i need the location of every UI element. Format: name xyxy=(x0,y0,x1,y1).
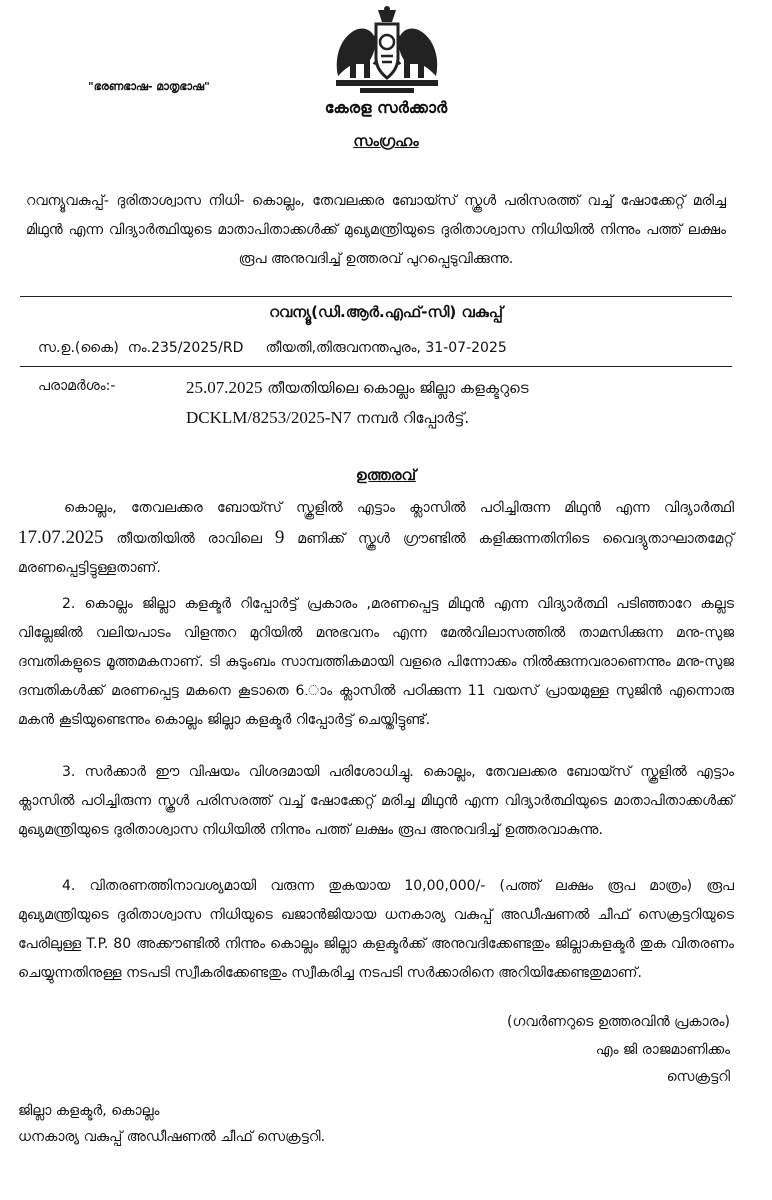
kerala-emblem xyxy=(330,6,444,96)
paragraph1-date: 17.07.2025 xyxy=(18,527,104,548)
paragraph1-hour: 9 xyxy=(274,527,285,548)
paragraph1-part3: മണിക്ക് സ്കൂൾ ഗ്രൗണ്ടിൽ കളിക്കുന്നതിനിടെ വൈദ്യുതാഘാതമേറ്റ് മരണപ്പെട്ടിട്ടുള്ളതാണ്. xyxy=(18,531,734,576)
order-paragraph-2: 2. കൊല്ലം ജില്ലാ കളക്ടർ റിപ്പോർട്ട് പ്രകാരം ,മരണപ്പെട്ട മിഥുൻ എന്ന വിദ്യാർത്ഥി പടിഞ്ഞാറേ കല്ലട വില്ലേജിൽ വലിയപാടം വിളന്തറ മുറിയിൽ മനുഭവനം എന്ന മേൽവിലാസത്തിൽ താമസിക്കുന്ന മനു-സുജ ദമ്പതികളുടെ മൂത്തമകനാണ്. ടി കുടുംബം സാമ്പത്തികമായി വളരെ പിന്നോക്കം നിൽക്കുന്നവരാണെന്നും മനു-സുജ ദമ്പതികൾക്ക് മരണപ്പെട്ട മകനെ കൂടാതെ 6.ാം ക്ലാസിൽ പഠിക്കുന്ന 11 വയസ് പ്രായമുള്ള സുജിൻ എന്നൊരു മകൻ കൂടിയുണ്ടെന്നും കൊല്ലം ജില്ലാ കളക്ടർ റിപ്പോർട്ട് ചെയ്തിട്ടുണ്ട്. xyxy=(18,596,734,728)
department-title: റവന്യൂ(ഡി.ആർ.എഫ്-സി) വകുപ്പ് xyxy=(269,303,503,321)
reference-label: പരാമർശം:- xyxy=(38,378,116,394)
reference-report-number: DCKLM/8253/2025-N7 xyxy=(186,408,352,427)
order-heading: ഉത്തരവ് xyxy=(355,466,417,484)
copy-to-collector: ജില്ലാ കളക്ടർ, കൊല്ലം xyxy=(18,1103,160,1119)
reference-date: 25.07.2025 xyxy=(186,378,263,397)
paragraph1-part1: കൊല്ലം, തേവലക്കര ബോയ്സ് സ്കൂളിൽ എട്ടാം ക്ലാസിൽ പഠിച്ചിരുന്ന മിഥുൻ എന്ന വിദ്യാർത്ഥി xyxy=(64,500,734,516)
reference-text-part2: നമ്പർ റിപ്പോർട്ട്. xyxy=(351,409,470,427)
reference-text xyxy=(186,373,734,433)
order-paragraph-1 xyxy=(18,494,734,583)
signatory-name: എം ജി രാജമാണിക്കം xyxy=(595,1042,730,1058)
abstract-title: സംഗ്രഹം xyxy=(353,132,419,150)
government-title: കേരള സർക്കാർ xyxy=(324,98,448,117)
signatory-designation: സെക്രട്ടറി xyxy=(666,1069,730,1085)
order-paragraph-4: 4. വിതരണത്തിനാവശ്യമായി വരുന്ന തുകയായ 10,00,000/- (പത്ത് ലക്ഷം രൂപ മാത്രം) രൂപ മുഖ്യമന്ത്രിയുടെ ദുരിതാശ്വാസ നിധിയുടെ ഖജാൻജിയായ ധനകാര്യ വകുപ്പ് അഡീഷണൽ ചീഫ് സെക്രട്ടറിയുടെ പേരിലുള്ള T.P. 80 അക്കൗണ്ടിൽ നിന്നും കൊല്ലം ജില്ലാ കളക്ടർക്ക് അനുവദിക്കേണ്ടതും ജില്ലാകളക്ടർ തുക വിതരണം ചെയ്യുന്നതിനുള്ള നടപടി സ്വീകരിക്കേണ്ടതും സ്വീകരിച്ച നടപടി സർക്കാരിനെ അറിയിക്കേണ്ടതുമാണ്. xyxy=(18,878,734,981)
reference-text-part1: തീയതിയിലെ കൊല്ലം ജില്ലാ കളക്ടറുടെ xyxy=(262,379,529,397)
copy-to-finance: ധനകാര്യ വകുപ്പ് അഡീഷണൽ ചീഫ് സെക്രട്ടറി. xyxy=(18,1129,326,1145)
paragraph1-part2: തീയതിയിൽ രാവിലെ xyxy=(103,531,275,547)
subject-paragraph: റവന്യൂവകുപ്പ്- ദുരിതാശ്വാസ നിധി- കൊല്ലം, തേവലക്കര ബോയ്സ് സ്കൂൾ പരിസരത്ത് വച്ച് ഷോക്കേറ്റ് മരിച്ച മിഥുൻ എന്ന വിദ്യാർത്ഥിയുടെ മാതാപിതാക്കൾക്ക് മുഖ്യമന്ത്രിയുടെ ദുരിതാശ്വാസ നിധിയിൽ നിന്നും പത്ത് ലക്ഷം രൂപ അനുവദിച്ച് ഉത്തരവ് പുറപ്പെടുവിക്കുന്നു. xyxy=(26,193,726,267)
divider-top xyxy=(20,296,732,297)
motto: "ഭരണഭാഷ- മാതൃഭാഷ" xyxy=(88,80,210,93)
divider-bottom xyxy=(20,366,732,367)
by-order-of-governor: (ഗവർണറുടെ ഉത്തരവിൻ പ്രകാരം) xyxy=(507,1014,730,1030)
order-paragraph-3: 3. സർക്കാർ ഈ വിഷയം വിശദമായി പരിശോധിച്ചു. കൊല്ലം, തേവലക്കര ബോയ്സ് സ്കൂളിൽ എട്ടാം ക്ലാസിൽ പഠിച്ചിരുന്ന സ്കൂൾ പരിസരത്ത് വച്ച് ഷോക്കേറ്റ് മരിച്ച മിഥുൻ എന്ന വിദ്യാർത്ഥിയുടെ മാതാപിതാക്കൾക്ക് മുഖ്യമന്ത്രിയുടെ ദുരിതാശ്വാസ നിധിയിൽ നിന്നും പത്ത് ലക്ഷം രൂപ അനുവദിച്ച് ഉത്തരവാകുന്നു. xyxy=(18,764,734,838)
order-number-line: സ.ഉ.(കൈ) നം.235/2025/RD തീയതി,തിരുവനന്തപുരം, 31-07-2025 xyxy=(38,340,507,356)
